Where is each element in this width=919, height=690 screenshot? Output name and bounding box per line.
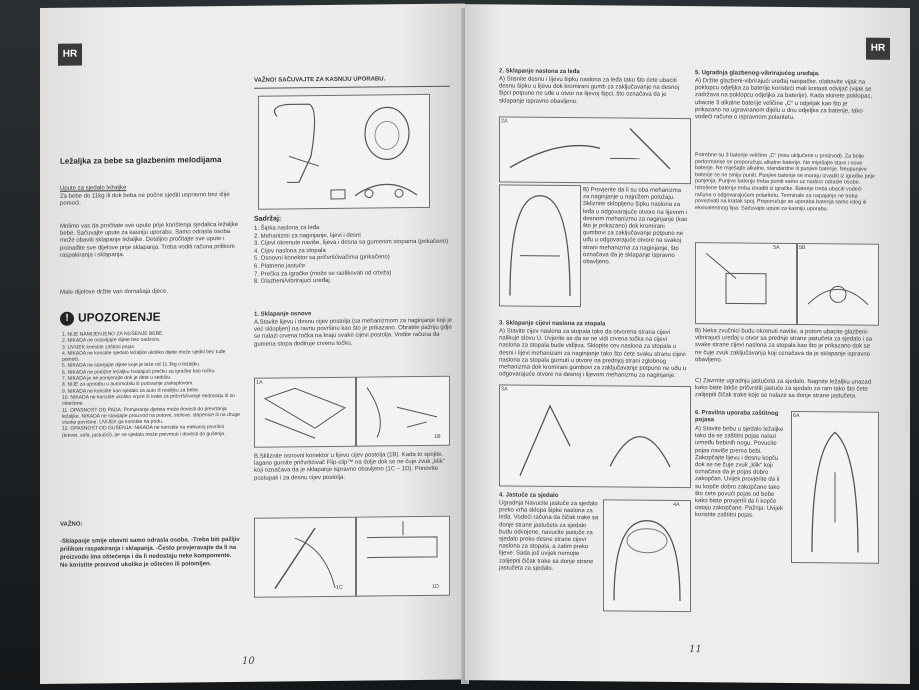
figure-label: 5B — [799, 245, 806, 252]
step4-heading: 4. Jastuče za sjedalo — [499, 492, 559, 499]
left-page — [40, 4, 465, 684]
page-number-left: 10 — [242, 655, 255, 667]
note-text: -Sklapanje smije obaviti samo odrasla osoba. -Treba biti pažljiv prilikom raspakiranja i sklapanja. -Često provjeravajte da li na proizvodu ima oštećenja i da li nedostaju neke komponente. Ne koristite proizvod ukoliko je oštećen ili polomljen. — [60, 536, 240, 569]
contents-item: 1. Šipka naslona za leđa — [254, 225, 320, 232]
product-title: Ležaljka za bebe sa glazbenim melodijama — [60, 155, 222, 166]
figure-1a — [254, 377, 356, 448]
step5-a-text: A) Držite glazbeni-vibrirajući uređaj naopačke, olabavite vijak na poklopcu odjeljka za baterije koristeći mali krstasti odvijač (vijak se zadržava na poklopcu odjeljka za baterije). Kada skinete poklopac, ubacite 3 alkalne baterije veličine „C“ u odjeljak kao što je prikazano na ugraviranom dijelu u dnu odjeljka za baterije, tako vodeći računa o ispravnom polaritetu. — [695, 78, 873, 122]
warning-item: 5. NIKADA ne stavljajte dijete koje je teže od 11.3kg u ležaljku. — [62, 361, 201, 370]
step2-a-text: A) Stisnite desnu i lijevu šipku naslona za leđa tako što ćete ubaciti desnu šipku u lijevu dok kromirani gumb za zaključavanje na desnoj šipci potpuno ne uđe u otvor na lijevoj šipci, što označava da je sklapanje ispravno obavljeno. — [499, 76, 680, 105]
warning-heading — [60, 308, 240, 326]
figure-3a — [499, 384, 691, 488]
warning-item: 6. NIKADA ne podižite ležaljku hvatajući prečku za igračke kao ručku. — [62, 367, 216, 376]
figure-2b — [499, 184, 581, 307]
step5-c-text: C) Zavrnite ugradnju jastučeta za sjedalo. Nagnite ležaljku unazad kako biste lakše pričvrstili jastuče za sjedalo za ram tako što ćete zalijepiti čičak trake koje se nalaze sa donje strane jastučeta. — [695, 378, 872, 400]
contents-list — [254, 224, 454, 287]
step2-b-text: B) Provjerite da li su oba mehanizma za naginjanje u najnižem položaju. Skliznite sklopljenu šipku naslona za leđa u odgovarajuće otvore na lijevom i desnom mehanizmu za naginjanje (kao što je prikazano) dok kromirani gumbovi za zaključavanje potpuno ne uđu u odgovarajuće otvore na svakoj strani mehanizma za naginjanje, što označava da je sklapanje ispravno obavljeno. — [583, 187, 688, 266]
parts-diagram — [258, 94, 430, 210]
contents-heading: Sadržaj: — [254, 215, 282, 223]
figure-4a — [603, 499, 691, 612]
figure-label: 1A — [256, 379, 263, 386]
battery-note: Potrebne su 3 baterije veličine „C“ (nisu uključene u proizvod). Za bolje performanse se preporučuju alkalne baterije. Ne miješajte stare i nove baterije. Ne miješajte alkalne, standardne ili punjive baterije. Neupunjive baterije se ne smiju puniti. Punjive baterije se moraju izvaditi iz igračke prije punjenja. Punjive baterije treba puniti samo uz nadzor odrasle osobe. Istrošene baterije treba izvaditi iz igračke. Baterije treba ubaciti vodeći računa o odgovarajućem polaritetu. Terminale za napajanje ne treba povezivati na kratak spoj. Preporučuje se uporaba baterija samo istog ili ekvivalentnog tipa. Sačuvajte upute za kasniju uporabu. — [695, 152, 875, 213]
step4-text: Ugradnja Navucite jastuče za sjedalo preko vrha sklopa šipke naslona za leđa. Vodeći računa da čičak trake sa donje strane jastučeta za sjedalo budu odvojene, navucite jastuče za sjedalo preko desne strane cijevi naslona za stopala, a zatim preko lijeve. Sada još uvijek nemojte zalijepiti čičak trake sa donje strane jastučeta za sjedalo. — [499, 500, 599, 572]
figure-label: 4A — [673, 501, 680, 508]
step2-heading: 2. Sklapanje naslona za leđa — [499, 68, 580, 76]
figure-2a — [499, 116, 691, 184]
warning-list — [62, 330, 242, 439]
parts-illustration — [259, 95, 429, 209]
intro-text: Molimo vas da pročitate sve upute prije korištenja sjedalica ležaljke bebe. Sačuvajte upute za kasniju uporabu. Samo odrasla osoba može obaviti sklapanje ležaljke. Detaljno pročitajte sve upute i pronađite sve dijelove prije sklapanja. Treba voditi računa prilikom raspakiranja i sklapanja. — [60, 221, 239, 259]
warning-item: 8. NIJE za uporabu u automobilu ili putovanje zrakoplovom. — [62, 380, 194, 389]
note-heading: VAŽNO: — [60, 521, 83, 528]
language-badge-right: HR — [866, 38, 890, 60]
step6-heading: 6. Pravilna uporaba zaštitnog pojasa — [695, 410, 779, 424]
contents-item: 3. Cijevi okrenute naviše, lijeva i desna sa gumenim stopama (prikačeno) — [254, 238, 449, 247]
contents-item: 4. Cijev naslona za stopala — [254, 247, 326, 255]
small-parts-text: Male dijelove držite van domašaja djece. — [60, 288, 169, 296]
figure-label: 1D — [432, 583, 440, 590]
warning-item: 3. UVIJEK koristite zaštitni pojas. — [62, 343, 136, 351]
warning-item: 2. NIKADA ne ostavljajte dijete bez nadzora. — [62, 337, 161, 345]
figure-5a — [695, 242, 797, 325]
usage-heading: Upute za sjedalo ležaljke — [60, 185, 127, 192]
step3-text: A) Stavite cijev naslona za stopala tako da otvorena strana cijevi nalikuje slovu U. Uvjerite se da se ne vidi crvena točka na cijevi naslona za stopala bude vidljiva. Sklopite cev naslona za stopala u desni i lijevi mehanizam za naginjanje tako što ćete svaku stranu cijevi naslona za stopala gurnuti u otvore na prednjoj strani zglobnog mehanizma dok kromirani gumbovi za zaključavanje potpuno ne uđu u odgovarajuće otvore na desnoj i lijevom mehanizmu za naginjanje. — [499, 328, 687, 380]
step1-heading: 1. Sklapanje osnove — [254, 311, 312, 318]
step1-a-text: A.Stavite lijevu i desnu cijev postolja (sa mehanizmom za naginjanje koji je već sklopljen) na ravnu površinu kao što je prikazano. Obratite pažnju gdje se nalazi crvena točka na kraju svake cijevi postolja. Vodite računa da gumena stopa dodiruje crvenu točku. — [254, 317, 453, 348]
warning-item: 1. NIJE NAMIJENJENO ZA NOŠENJE BEBE. — [62, 330, 164, 338]
contents-item: 5. Osnovni konektor sa pričvršćivačima (prikačeno) — [254, 254, 390, 263]
contents-item: 7. Prečka za igračke (može se razlikovati od crteža) — [254, 269, 392, 278]
figure-label: 2A — [501, 118, 508, 125]
contents-item: 6. Platneno jastuče — [254, 263, 306, 270]
page-number-right: 11 — [689, 644, 702, 656]
step5-b-text: B) Neka zvučnici budu okrenuti naviše, a potom ubacite glazbeni-vibrirajući uređaj u otvor sa prednje strane jastučeta za sjedalo i sa svake strane cijevi naslona za stopala kao što je prikazano dok se ne čuje zvuk zaključavanja koji označava da je sklapanje ispravno obavljeno. — [695, 328, 873, 364]
figure-6a — [791, 411, 879, 564]
divider — [254, 86, 450, 89]
contents-item: 2. Mehanizmi za naginjanje, lijevi i desni — [254, 232, 361, 240]
right-page — [465, 4, 910, 684]
warning-item: 11. OPASNOST OD PADA: Pomjeranje djeteta može dovesti do prevrtanja ležaljke. NIKADA ne stavljajte proizvod na potove, stolove, stepenice ili na druge visoke površine. UVIJEK ga koristite na podu. — [62, 405, 240, 426]
figure-label: 1C — [336, 584, 344, 591]
keep-instructions: VAŽNO! SAČUVAJTE ZA KASNIJU UPORABU. — [254, 76, 386, 84]
warning-item: 12. OPASNOST OD GUŠENJA: NIKADA ne koristite na mekanoj površini (krevet, sofa, jastučići), jer se sjedalo može prevrnuti i dovesti do gušenja. — [62, 424, 226, 439]
step6-text: A) Stavite bebu u sjedalo ležaljke tako da se zaštitni pojas nalazi između bebinih nogu. Povucite pojas naviše prema bebi. Zakopčajte lijevu i desnu kopču dok se ne čuje zvuk „klik“ koji označava da je pojas dobro zakopčan. Uvijek provjerite da li su kopče dobro zakopčane tako što ćete povući pojas od bebe kako biste provjerili da li kopče ostaju zakopčane. Pažnja: Uvijek koristite zaštitni pojas. — [695, 426, 784, 520]
warning-item: 4. NIKADA ne koristite sjedalo ležaljke ukoliko dijete može sjediti bez tuđe pomoći. — [62, 348, 226, 363]
figure-label: 3A — [501, 386, 508, 393]
warning-item: 10. NIKADA ne koristite ukoliko vrpce ili trake za pričvršćivanje nedostaju ili su oštećene. — [62, 392, 235, 408]
warning-icon: ! — [60, 311, 74, 325]
step1-b-text: B.Skliznite osnovni konektor u lijevu cijev postolja (1B). Kada to spojite, lagano gurnite pričvršćivač Flip-clip™ na dolje dok se ne čuje zvuk „klik“ koji označava da je sklapanje ispravno obavljeno (1C – 1D). Ponovite postupak i za desnu cijev postolja. — [254, 451, 445, 482]
figure-5b — [797, 243, 879, 326]
figure-label: 5A — [773, 244, 780, 251]
usage-text: Za bebe do 11kg ili dok beba ne počne sjediti uspravno bez ičije pomoći. — [60, 192, 230, 207]
step3-heading: 3. Sklapanje cijevi naslona za stopala — [499, 320, 606, 328]
warning-item: 9. NIKADA ne koristite kao sjedalo za auto ili nosiljku za bebe. — [62, 387, 200, 395]
figure-label: 1B — [434, 433, 441, 440]
step5-heading: 5. Ugradnja glazbenog-vibrirajućeg uređaja. — [695, 70, 820, 78]
language-badge-left: HR — [58, 44, 82, 66]
warning-item: 7. NIKADA je ne pomjerajte dok je dete u sedištu. — [62, 374, 172, 382]
figure-label: 6A — [793, 412, 800, 420]
contents-item: 8. Glazbeni/vibrirajući uređaj — [254, 278, 330, 285]
warning-title: UPOZORENJE — [78, 309, 161, 325]
